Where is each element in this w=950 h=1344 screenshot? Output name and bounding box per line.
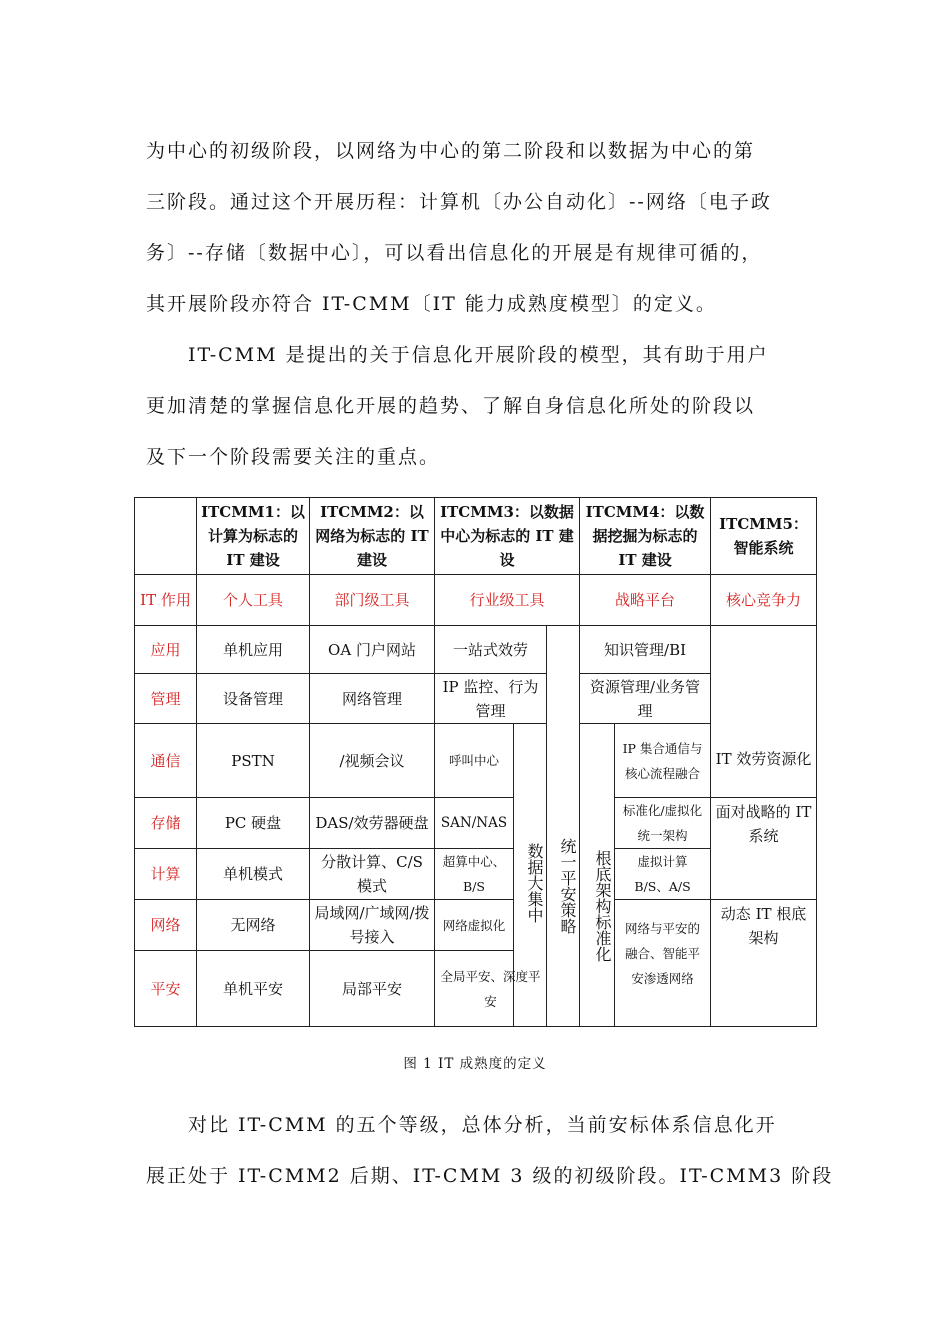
row-label-network: 网络 [135, 900, 197, 951]
paragraph-line: 及下一个阶段需要关注的重点。 [146, 446, 441, 468]
cell-itcmm2-network: 局域网/广域网/拨号接入 [310, 900, 435, 951]
cell-itcmm2-storage: DAS/效劳器硬盘 [310, 798, 435, 849]
cell-itcmm5-dynamic-infra: 动态 IT 根底架构 [711, 900, 817, 1027]
paragraph-intro [146, 126, 808, 330]
role-cell-itcmm4: 战略平台 [580, 575, 711, 626]
paragraph-line: 展正处于 IT-CMM2 后期、IT-CMM 3 级的初级阶段。IT-CMM3 阶段 [146, 1165, 834, 1187]
cell-itcmm1-storage: PC 硬盘 [197, 798, 310, 849]
paragraph-line: 对比 IT-CMM 的五个等级，总体分析，当前安标体系信息化开 [146, 1114, 777, 1136]
header-itcmm4: ITCMM4：以数据挖掘为标志的 IT 建设 [580, 498, 711, 575]
paragraph-line: IT-CMM 是提出的关于信息化开展阶段的模型，其有助于用户 [146, 344, 769, 366]
cell-itcmm3-management: IP 监控、行为管理 [435, 674, 547, 724]
header-itcmm3: ITCMM3：以数据中心为标志的 IT 建设 [435, 498, 580, 575]
cell-itcmm3-communication: 呼叫中心 [435, 724, 514, 798]
cell-itcmm3-data-centralization: 数据大集中 [514, 724, 547, 1027]
role-cell-itcmm1: 个人工具 [197, 575, 310, 626]
cell-itcmm4-storage: 标准化/虚拟化统一架构 [615, 798, 711, 849]
cell-itcmm1-management: 设备管理 [197, 674, 310, 724]
cell-itcmm3-application: 一站式效劳 [435, 626, 547, 674]
cell-itcmm3-network: 网络虚拟化 [435, 900, 514, 951]
cell-itcmm1-communication: PSTN [197, 724, 310, 798]
cell-itcmm2-communication: /视频会议 [310, 724, 435, 798]
header-itcmm1: ITCMM1：以计算为标志的 IT 建设 [197, 498, 310, 575]
cell-itcmm1-application: 单机应用 [197, 626, 310, 674]
row-label-security: 平安 [135, 951, 197, 1027]
role-cell-itcmm3: 行业级工具 [435, 575, 580, 626]
cell-itcmm2-security: 局部平安 [310, 951, 435, 1027]
cell-itcmm4-communication: IP 集合通信与核心流程融合 [615, 724, 711, 798]
cell-itcmm2-management: 网络管理 [310, 674, 435, 724]
role-cell-itcmm5: 核心竞争力 [711, 575, 817, 626]
cell-itcmm1-security: 单机平安 [197, 951, 310, 1027]
row-label-storage: 存储 [135, 798, 197, 849]
cell-itcmm5-strategic-it: 面对战略的 IT 系统 [711, 798, 817, 900]
cell-itcmm4-infra-standardization: 根底架构标准化 [580, 724, 615, 1027]
cell-itcmm3-storage: SAN/NAS [435, 798, 514, 849]
header-itcmm5: ITCMM5：智能系统 [711, 498, 817, 575]
cell-itcmm3-security: 全局平安、深度平安 [435, 951, 547, 1027]
cell-itcmm3-unified-security: 统一平安策略 [547, 626, 580, 1027]
cell-itcmm2-compute: 分散计算、C/S 模式 [310, 849, 435, 900]
paragraph-itcmm [146, 330, 808, 483]
cell-itcmm4-compute: 虚拟计算 B/S、A/S [615, 849, 711, 900]
row-label-communication: 通信 [135, 724, 197, 798]
paragraph-line: 务〕--存储〔数据中心〕，可以看出信息化的开展是有规律可循的， [146, 242, 763, 264]
paragraph-line: 为中心的初级阶段，以网络为中心的第二阶段和以数据为中心的第 [146, 140, 756, 162]
cell-itcmm1-compute: 单机模式 [197, 849, 310, 900]
paragraph-comparison [146, 1100, 834, 1202]
cell-itcmm3-compute: 超算中心、B/S [435, 849, 514, 900]
paragraph-line: 三阶段。通过这个开展历程：计算机〔办公自动化〕--网络〔电子政 [146, 191, 772, 213]
figure-caption: 图 1 IT 成熟度的定义 [403, 1056, 547, 1072]
itcmm-table [134, 497, 817, 1027]
cell-itcmm2-application: OA 门户网站 [310, 626, 435, 674]
header-corner-cell [135, 498, 197, 575]
cell-itcmm4-network-security: 网络与平安的融合、智能平安渗透网络 [615, 900, 711, 1027]
row-label-application: 应用 [135, 626, 197, 674]
row-label-compute: 计算 [135, 849, 197, 900]
cell-itcmm1-network: 无网络 [197, 900, 310, 951]
cell-itcmm5-service-resource: IT 效劳资源化 [711, 626, 817, 798]
row-label-it-role: IT 作用 [135, 575, 197, 626]
cell-itcmm4-application: 知识管理/BI [580, 626, 711, 674]
header-itcmm2: ITCMM2：以网络为标志的 IT 建设 [310, 498, 435, 575]
row-label-management: 管理 [135, 674, 197, 724]
role-cell-itcmm2: 部门级工具 [310, 575, 435, 626]
paragraph-line: 其开展阶段亦符合 IT-CMM〔IT 能力成熟度模型〕的定义。 [146, 293, 717, 315]
paragraph-line: 更加清楚的掌握信息化开展的趋势、了解自身信息化所处的阶段以 [146, 395, 756, 417]
cell-itcmm4-management: 资源管理/业务管理 [580, 674, 711, 724]
